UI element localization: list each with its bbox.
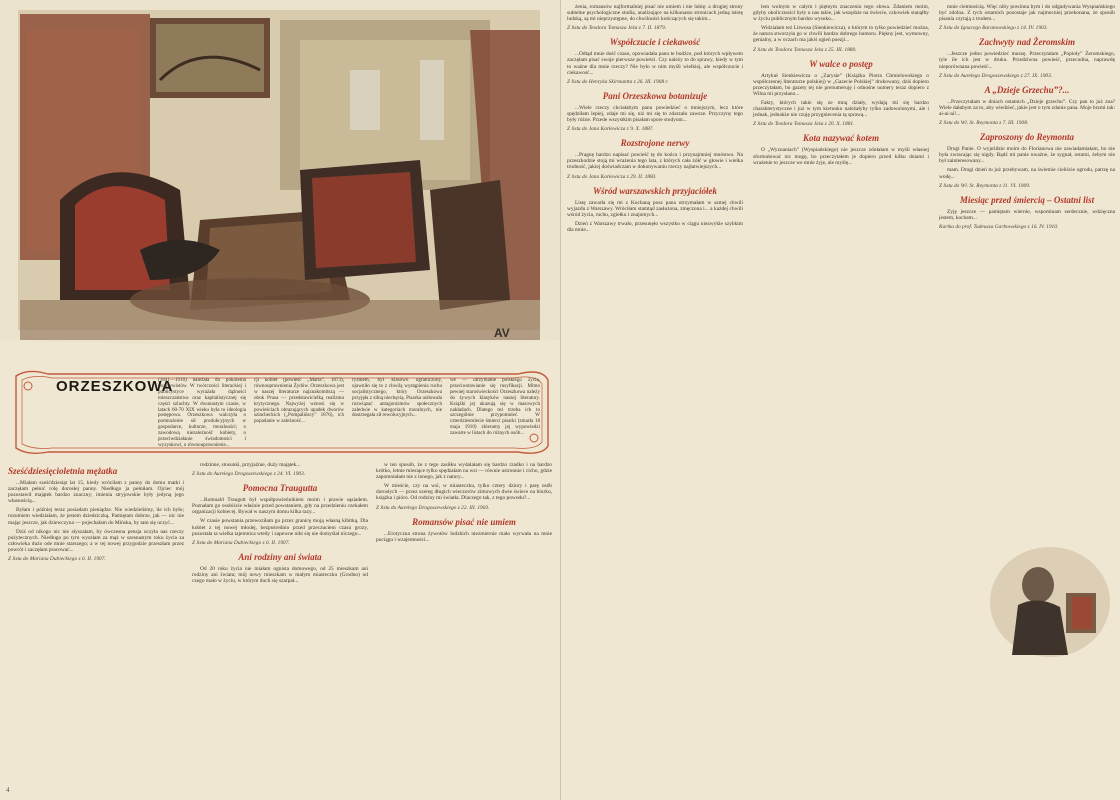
left-column-3 [376,462,552,546]
letter-source: Z listu do Jana Karłowicza z 9. X. 1887. [567,126,654,133]
right-column-1 [567,4,743,236]
letter-source: Z listu do Henryka Skirmuntta z 26. III. 1908 r. [567,78,669,85]
section-heading: Pani Orzeszkowa botanizuje [602,90,708,101]
left-column-1 [8,462,184,568]
paragraph: Dziś od nikogo nic nie słyszałam, by ówczesna pensja uczyła nas rzeczy pożytecznych. Niedługo po tym wyszłam za mąż w szesnastym roku życia za człowieka dużo ode mnie starszego; a w tej nowej przygodzie przeszłam przez powrót i zaczęłam pracować... [8,528,184,553]
page-number: 4 [6,786,10,794]
paragraph: mnie ciemnością. Więc niby powinna bym i do odgadywania Wyspiańskiego być zdolna. Z tych ostatnich pozostaje jak najmocniej przekonana, że sposób pisania czytają z trudem... [939,4,1115,23]
paragraph: ...Erotyczna strona żywotów ludzkich niezmiernie mało wyrwała na mnie pociągu i wzajemności... [376,530,552,543]
bio-text-4: we — utrzymanie polskiego życia, przeciwstawianie się rusyfikacji. Mimo pewnej staroświeckości Orzeszkowa należy do żywych klasyków naszej literatury. Książki jej ukazują się w masowych nakładach. Dlatego też trzeba ich to szczególnie przypomnieć. W czterdziestolecie śmierci pisarki (zmarła 18 maja 1910) zbieramy jej wypowiedzi zawarte w listach do różnych osób... [450,377,540,437]
paragraph: Artykuł Sienkiewicza o „Zarysie” (Książka Piotra Chmielowskiego o współczesnej literaturze polskiej) w „Gazecie Polskiej” drukowany, dziś dopiero przeczytałam, bo gazety tej nie prenumeruję i odnośne numery teraz dopiero z Wilna mi przysłano... [753,72,929,97]
letter-source: Z listu do Teodora Tomasza Jeża z 20. X. 1881. [753,121,855,128]
interior-illustration [0,0,560,355]
paragraph: Zyję jeszcze — pamiętam wiernie, wspominam serdecznie, wdzięczna jestem, kocham... [939,208,1115,221]
section-heading: A „Dzieje Grzechu”?... [984,84,1070,95]
section-heading: Sześćdziesięcioletnia mężatka [8,466,118,476]
letter-source: Z listu do Teodora Tomasza Jeża z 25. III. 1880. [753,46,857,53]
bio-text-1: (1841—1910) należała do pokolenia pozytywistów. W twórczości literackiej i publicystyce wyrażała dążności mieszczaństwa oraz kapitalistycznej się części szlachty. W dwunastym czasie, w latach 60-70 XIX wieku była to ideologia postępowa. Orzeszkowa walczyła o pomnożenie sił produkcyjnych w gospodarce, kulturze, moralności; o zawodową niezależność kobiety, o przeciwdziałanie świadomości i wyzyskowi, o równouprawnienie... [158,377,246,448]
section-heading: Zaproszony do Reymonta [979,132,1074,143]
section-heading: W walce o postęp [809,58,873,69]
paragraph: ...Miałam sześćdziesiąt lat 15, kiedy wróciłam z panny do domu matki i zaczęłam pełnić rolę dorosłej panny. Niedługo ja pełniłam. Ojciec mój pozostawił majątek bardzo znaczny; imienia stryjowskie były jedyną jego własnością... [8,480,184,505]
section-heading: Współczucie i ciekawość [609,37,701,48]
paragraph: Od 20 roku życia nie miałam ognista domowego, od 25 mieszkam ani rodziny ani świata; mój nowy mieszkam w małym miasteczku (Grodno) od czego mało w życiu, w którym duch się szarpał... [192,565,368,585]
right-column-2 [753,4,929,169]
paragraph: w ten sposób, że z tego zasiłku wydalałam się bardzo rzadko i na bardzo krótko, letnie miesiące tylko spędzałam na wsi — równie ustronnie i cicho, gdzie zapomniałam nie z innego, jak z natury... [376,462,552,481]
paragraph: Dzień z Warszawy trwało, przesunęło wszystko w ciągu niezwykle szybkim dla mnie... [567,220,743,233]
section-heading: Miesiąc przed śmiercią – Ostatni list [959,194,1095,205]
section-heading: Kota nazywać kotem [803,133,879,144]
letter-source: Z listu do Wl. St. Reymonta z 11. VI. 1909. [939,182,1031,189]
letter-source: Z listu do Jana Karłowicza z 29. II. 1883. [567,173,657,180]
letter-source: Z listu do Aurelego Drogoszewskiego z 27. IX. 1903. [939,72,1053,79]
paragraph: Widziałam też Litwosa (Sienkiewicza), o którym to tylko powiedzieć można, że natura stworzyła go w chwili bardzo dobrego humoru. Piękny jest, wymowny, genialny, a w oczach ma jakiś ogień poezji... [753,25,929,44]
letter-source: Z listu do Aurelego Drogoszewskiego z 24. VI. 1903. [192,471,306,478]
letter-source: Z listu do Teodora Tomasza Jeża z 7. II. 1879. [567,25,667,32]
left-column-2 [192,462,368,587]
artist-signature: AV [494,326,510,340]
section-heading: Romansów pisać nie umiem [412,516,516,527]
paragraph: ...Przeczytałam w dniach ostatnich „Dzieje grzechu”. Czy pan to już zna? Wiele dałabym za to, aby wiedzieć, jakie jest o tym zdanie pana. Moje brzmi tak: ai-ai-ai!... [939,98,1115,117]
section-heading: Pomocna Traugutta [242,483,318,494]
paragraph: O „Wyznaniach” (Wyspiańskiego) nie jeszcze zdołałam w myśli własnej sformułować nic mogę, bo przeczytałem je dopiero przed kilku dniami i wrażenie to jeszcze we mnie żyje, ale myślę... [753,147,929,166]
paragraph: ...Jeszcze jedno powiedzieć muszę. Przeczytałam „Popioły” Żeromskiego, tyle ile ich jest w druku. Przedziwna powieść, przecudna, naprawdę nieporównana powieść... [939,51,1115,70]
right-page [560,0,1120,800]
letter-source: Z listu do Aurelego Drogoszewskiego z 22. III. 1903. [376,504,490,511]
letter-source: Kartka do prof. Tadeusza Garbowskiego z 16. IV. 1910. [939,223,1059,230]
paragraph: mam. Drugi dzień tu już przebywam, na świetnie cieliście ogrodu, patrzę na wodę... [939,167,1115,180]
paragraph: ...Wiele rzeczy chciałabym panu powiedzieć o mniejszym, lecz które spędziłam lepiej, zdaje mi się, niż mi się to zdarzało zawsze. Przyczyny tego były różne. Przede wszystkim pisałam spore studyum... [567,104,743,124]
right-column-3 [939,4,1115,544]
letter-source: Z listu do Mariana Dubieckiego z 6. II. 1907. [8,556,106,563]
letter-source: Z listu do Mariana Dubieckiego z 6. II. 1907. [192,539,290,546]
section-heading: Rozstrojone nerwy [620,138,690,149]
paragraph: żenia, romansów najformalniej pisać nie umiem i nie lubię: a drugiej strony subtelne psychologiczne studia, analizujące na kilkunastu stronicach jedną istotę ludzką, są mi nieprzystępne, do chwilności kończących się takim... [567,4,743,23]
paragraph: ...Odtąd mnie dość czasu, opowiadała panu te bodźce, pod których wpływem zaczęłam pisać swoje pierwsze powieści. Czy należy to do sprawy, kiedy w tym to ważne dla mnie rzeczy? Nie było w nim myśli wielkiej, ale współczucie i ciekawość... [567,51,743,76]
paragraph: ...Romuald Traugutt był współpowieńnikiem moim i prawie sąsiadem. Poznałam go osobiście właśnie przed powstaniem, gdy na przedzieniu czekałem organizacji kobiecej. Bywał w naszym domu kilka razy... [192,497,368,516]
paragraph: Fakty, których takie się ze mną działy, wydają mi się bardzo charakterystyczne i już w tym kierunku należałyby tylko zadowolonymi, ale i jednak, jednakże nie czuję przygniecenia tą sprawą... [753,100,929,119]
section-heading: Ani rodziny ani świata [238,551,322,562]
paragraph: Listę zawarła się mi z Kochaną posz pana otrzymałam w samej chwili wyjazdu z Warszawy. Wróciłam stamtąd zasłużona, zmęczona i... a każdej chwili wśród życia, ruchu, zgiełku i znajomych... [567,199,743,218]
paragraph: ...Pragnę bardzo napisać powieść tę do końca i przynajmniej mnóstwo. Na przeszkodzie stoją mi wrażenia tego lata, z których cała żółć w głowie i wielka trudność, jakiej doświadczam w dokonywaniu rzeczy najłatwiejszych... [567,152,743,171]
paragraph: Drogi Panie. O wyjeździe moim do Florianowa nie zawiadamiałam, bo nie była zwracając się nigdy. Bądź mi panie uważne, że sygnał, ostatni, żebym nie był zainteresowany... [939,146,1115,165]
paragraph: W mieście, czy na wsi, w miasteczku, tylko cztery dziury i parę osób dorosłych — przez szereg długich wieczorów zimowych dwie świece na biurku, książka i pióro. Od rodziny mi światła. Dlaczego tak, z tego powodu?... [376,483,552,502]
section-heading: Zachwyty nad Żeromskim [979,37,1075,48]
paragraph: Byłam i później teraz posiadam pieniądze. Nie wiedzieliśmy, ile ich było; rozumiem wiedziałam, że jestem dziedziczką. Pamiętam dobrze, jak — nic nie mając jeszcze, jak dziewczyna — pojechałam do Mińska, by tam się uczyć... [8,507,184,526]
portrait-vignette [988,545,1112,660]
bio-title: ORZESZKOWA [56,378,174,395]
paragraph: rodzinne, stosunki, przyjaźnie, duży majątek... [200,462,301,468]
letter-source: Z listu do Ignacego Baranowskiego z 14. IV. 1903. [939,25,1048,32]
bio-text-3: ryzmem, był klasowo ograniczony, ujawniło się to z chwilą wystąpienia ruchu socjalistycznego, który Orzeszkowa przyjęła z silną niechęcią. Pisarka usiłowała rozwiązać antagonizmów społecznych zaledwie w kategoriach moralnych, nie dostrzegała sił rewolucyjnych... [352,377,442,419]
paragraph: W czasie powstania przewoziłam go przez granicę moją własną kibitką. Dla kobiet z tej nowej młodej, bezpośrednio przed przeczuciem czasu grozy, pozostała ta wielka tajemnica wtedy i zapewne nikt się nie domyślał niczego... [192,518,368,537]
paragraph: lem wolnym w całym i piętnym znaczeniu tego słowa. Zdaniem moim, gdyby okoliczności były u nas takie, jak wszędzie na świecie, czkowiek stanąłby w życiu publicznym bardzo wysoko... [753,4,929,23]
letter-source: Z listu do Wl. St. Reymonta z 7. III. 1908. [939,120,1029,127]
bio-text-2: cji kobiet (powieść „Marta”, 1873), równouprawnienia Żydów. Orzeszkowa jest w naszej literaturze najznakomitszą — obok Prusa — przedstawicielką realizmu krytycznego. Najwyżej wznosi się w powieściach obrazujących upadek dworów szlacheckich („Pompalińscy” 1876), ich popadanie w zależność... [254,377,344,425]
section-heading: Wśród warszawskich przyjaciółek [592,185,717,196]
